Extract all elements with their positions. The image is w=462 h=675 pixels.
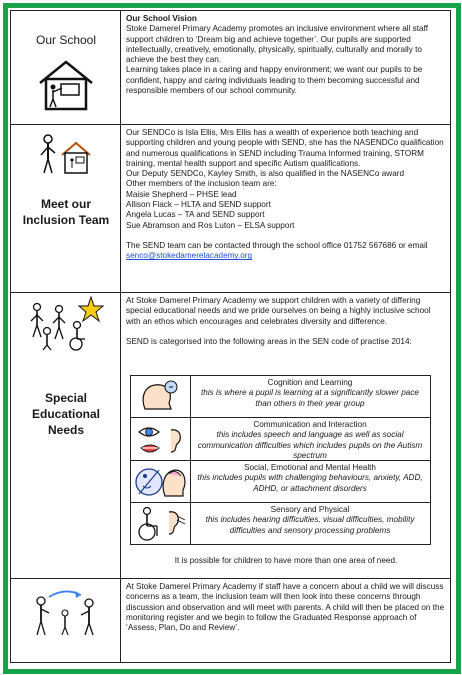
concern-left-cell — [11, 579, 121, 662]
team-heading-line1: Meet our — [40, 197, 91, 211]
sen-intro: At Stoke Damerel Primary Academy we support children with a variety of differing special educational needs and we pride ourselves on being a highly inclusive school with an ethos which encourages and celebrates diversity and difference. — [126, 296, 431, 326]
concern-text-cell — [122, 579, 450, 662]
sen-area-row — [131, 461, 430, 503]
member-item: Sue Abramson and Ros Luton – ELSA support — [126, 220, 295, 230]
team-text-cell — [122, 125, 450, 292]
senco-email-link[interactable]: senco@stokedamerelacademy.org — [126, 251, 253, 261]
eye-mouth-ear-icon — [135, 422, 187, 458]
sen-area-desc: this includes pupils with challenging behaviours, anxiety, ADD, ADHD, or attachment disorders — [197, 473, 423, 493]
members-intro: Other members of the inclusion team are: — [126, 179, 277, 189]
discussion-people-icon — [31, 587, 101, 637]
sen-area-desc: this includes hearing difficulties, visual difficulties, mobility difficulties and sensory processing problems — [205, 515, 415, 535]
sen-area-icon-cell — [131, 418, 191, 460]
sen-area-icon-cell — [131, 376, 191, 417]
leaflet-table — [10, 10, 451, 663]
sendco-intro: Our SENDCo is Isla Ellis, Mrs Ellis has a wealth of experience both teaching and supporting children and young people with SEND, she has the NASENDCo qualification and numerous qualifications in SEND including Trauma Informed training, STORM training, mental health support and specific Autism qualifications. — [126, 128, 444, 168]
sen-heading-line2: Educational — [31, 407, 100, 421]
concern-row — [11, 579, 450, 662]
sen-area-desc: this includes speech and language as well as social communication difficulties which includes pupils on the Autism spectrum — [197, 430, 423, 460]
vision-paragraph-2: Learning takes place in a caring and happy environment; we want our pupils to be confident, happy and caring individuals leading to them becoming successful and responsible members of our school community. — [126, 65, 423, 96]
contact-text: The SEND team can be contacted through the school office 01752 567686 or email — [126, 240, 428, 250]
thinking-head-icon — [137, 379, 183, 415]
sen-areas-table — [130, 375, 431, 545]
sen-area-icon-cell — [131, 503, 191, 544]
vision-title: Our School Vision — [126, 14, 197, 23]
member-item: Angela Lucas – TA and SEND support — [126, 210, 265, 220]
sen-area-title: Sensory and Physical — [270, 505, 350, 514]
deputy-sendco: Our Deputy SENDCo, Kayley Smith, is also qualified in the NASENCo award — [126, 169, 405, 179]
sen-categorised-text: SEND is categorised into the following areas in the SEN code of practise 2014: — [126, 336, 412, 346]
vision-left-cell — [11, 11, 121, 124]
sen-heading-line1: Special — [44, 391, 88, 405]
vision-text-cell — [122, 11, 450, 124]
sen-heading-line3: Needs — [47, 423, 85, 437]
concern-text: At Stoke Damerel Primary Academy if staff have a concern about a child we will discuss concerns as a team, the inclusion team will then look into these concerns through discussion and observation and will meet with parents. A child will then be placed on the monitoring register and we begin to follow the Graduated Response approach of ‘Assess, Plan, Do and Review’. — [126, 582, 445, 633]
team-left-cell — [11, 125, 121, 292]
vision-heading: Our School — [35, 33, 97, 47]
member-item: Allison Flack – HLTA and SEND support — [126, 200, 271, 210]
school-house-icon — [36, 59, 96, 111]
sen-area-title: Social, Emotional and Mental Health — [244, 463, 376, 472]
diverse-children-star-icon — [25, 295, 105, 351]
sen-left-cell — [11, 293, 121, 578]
sen-area-text — [192, 505, 428, 536]
team-row — [11, 125, 450, 293]
sen-area-row — [131, 376, 430, 418]
member-item: Maisie Shepherd – PHSE lead — [126, 189, 237, 199]
sen-text-cell — [122, 293, 450, 578]
wheelchair-ear-icon — [135, 506, 187, 542]
sen-area-icon-cell — [131, 461, 191, 502]
emotions-head-icon — [135, 464, 187, 500]
sen-area-desc: this is where a pupil is learning at a significantly slower pace than others in their year group — [201, 388, 419, 408]
sen-area-title: Cognition and Learning — [267, 378, 353, 387]
vision-row — [11, 11, 450, 125]
sen-area-row — [131, 503, 430, 544]
sen-row — [11, 293, 450, 579]
sen-area-text — [192, 420, 428, 461]
multiple-needs-note: It is possible for children to have more than one area of need. — [174, 556, 398, 565]
team-heading-line2: Inclusion Team — [22, 213, 110, 227]
sen-area-text — [192, 378, 428, 409]
staff-and-school-icon — [38, 133, 94, 177]
vision-paragraph-1: Stoke Damerel Primary Academy promotes an inclusive environment where all staff support children to ‘Dream big and achieve together’. Our pupils are supported intellectually, creatively, emotionally, physically, spiritually, culturally and morally to achieve the best they can. — [126, 24, 429, 65]
sen-area-title: Communication and Interaction — [253, 420, 367, 429]
sen-area-row — [131, 418, 430, 461]
sen-area-text — [192, 463, 428, 494]
